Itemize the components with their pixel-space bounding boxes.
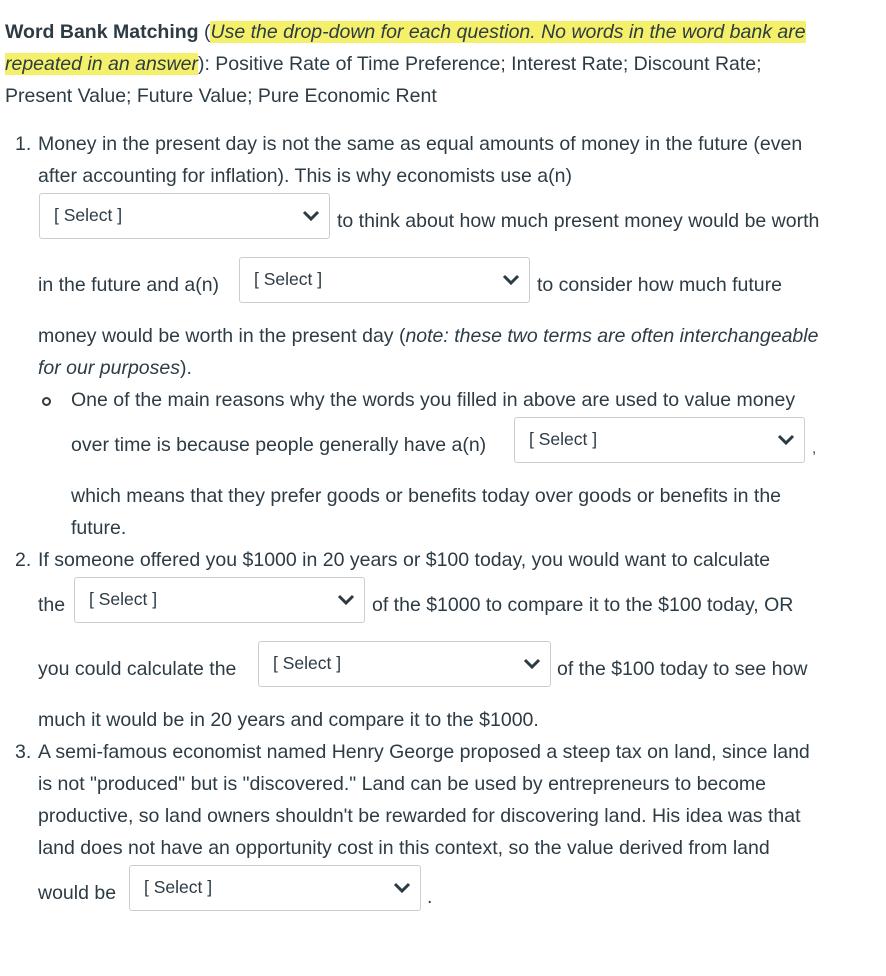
- dropdown-placeholder: [ Select ]: [54, 205, 123, 225]
- q3-line-3: productive, so land owners shouldn't be rewarded for discovering land. His idea was that: [38, 805, 801, 827]
- dropdown-placeholder: [ Select ]: [89, 589, 158, 609]
- section-title: Word Bank Matching: [5, 21, 199, 43]
- q3-line-1: A semi-famous economist named Henry George proposed a steep tax on land, since land: [38, 741, 810, 763]
- q3-period: .: [427, 886, 433, 908]
- q1-sub-line-3: which means that they prefer goods or benefits today over goods or benefits in the: [71, 485, 782, 507]
- q1-dropdown-2[interactable]: [239, 257, 530, 303]
- word-bank-part-1: ): Positive Rate of Time Preference; Interest Rate; Discount Rate;: [197, 53, 762, 75]
- q3-line-4: land does not have an opportunity cost in this context, so the value derived from land: [38, 837, 770, 859]
- q1-sub-line-1: One of the main reasons why the words you filled in above are used to value money: [71, 389, 796, 411]
- open-paren: (: [203, 21, 211, 43]
- bullet-icon: [42, 397, 51, 406]
- chevron-down-icon: [336, 590, 356, 610]
- dropdown-placeholder: [ Select ]: [273, 653, 342, 673]
- q2-after-select-1: of the $1000 to compare it to the $100 today, OR: [372, 594, 794, 616]
- q1-line-5-start: money would be worth in the present day (: [38, 325, 406, 347]
- q2-dropdown-1[interactable]: [74, 577, 365, 623]
- dropdown-placeholder: [ Select ]: [254, 269, 323, 289]
- dropdown-placeholder: [ Select ]: [144, 877, 213, 897]
- q1-sub-before-select: over time is because people generally have a(n): [71, 434, 487, 456]
- q1-after-select-2: to consider how much future: [537, 274, 782, 296]
- q1-line-6-end: ).: [180, 357, 192, 379]
- chevron-down-icon: [776, 430, 796, 450]
- word-bank-line-3: Present Value; Future Value; Pure Economic Rent: [5, 85, 437, 107]
- instructions-line-1: [5, 16, 806, 48]
- chevron-down-icon: [501, 270, 521, 290]
- q1-line-1: Money in the present day is not the same as equal amounts of money in the future (even: [38, 133, 803, 155]
- q2-line-1: If someone offered you $1000 in 20 years or $100 today, you would want to calculate: [38, 549, 771, 571]
- q2-before-select-1: the: [38, 594, 66, 616]
- q1-after-select-1: to think about how much present money would be worth: [337, 210, 820, 232]
- q2-after-select-2: of the $100 today to see how: [557, 658, 808, 680]
- instructions-line-2: [5, 48, 762, 80]
- q1-line-5: [38, 320, 818, 352]
- q1-sub-comma: ,: [812, 440, 817, 457]
- q1-sub-dropdown[interactable]: [514, 417, 805, 463]
- q2-line-4: much it would be in 20 years and compare it to the $1000.: [38, 709, 539, 731]
- dropdown-placeholder: [ Select ]: [529, 429, 598, 449]
- instruction-highlight-1: Use the drop-down for each question. No words in the word bank are: [210, 21, 806, 43]
- q3-before-select: would be: [38, 882, 117, 904]
- q3-number: 3.: [15, 741, 32, 763]
- q2-dropdown-2[interactable]: [258, 641, 551, 687]
- q1-note-end: for our purposes: [38, 357, 180, 379]
- q1-note: note: these two terms are often interchangeable: [405, 325, 819, 347]
- q1-before-select-2: in the future and a(n): [38, 274, 220, 296]
- q1-sub-line-4: future.: [71, 517, 127, 539]
- q3-line-2: is not "produced" but is "discovered." Land can be used by entrepreneurs to become: [38, 773, 766, 795]
- q1-dropdown-1[interactable]: [39, 193, 330, 239]
- q2-before-select-2: you could calculate the: [38, 658, 237, 680]
- instruction-highlight-2: repeated in an answer: [5, 53, 198, 75]
- q1-number: 1.: [15, 133, 32, 155]
- chevron-down-icon: [392, 878, 412, 898]
- q1-line-6: [38, 352, 192, 384]
- q3-dropdown[interactable]: [129, 865, 421, 911]
- chevron-down-icon: [301, 206, 321, 226]
- q1-line-2: after accounting for inflation). This is why economists use a(n): [38, 165, 572, 187]
- q2-number: 2.: [15, 549, 32, 571]
- chevron-down-icon: [522, 654, 542, 674]
